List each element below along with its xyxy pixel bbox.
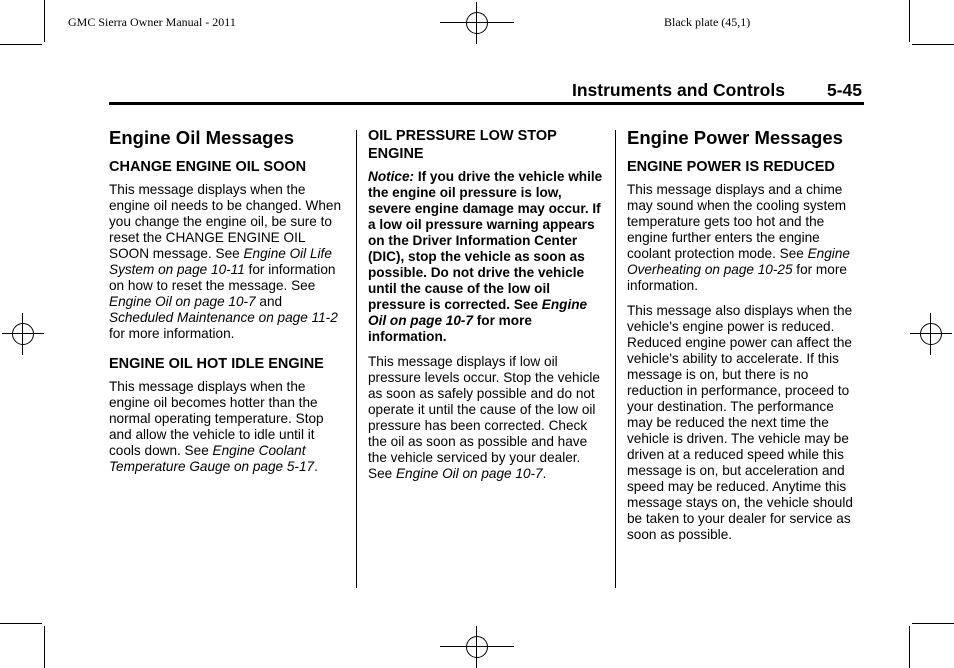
notice-label: Notice: — [368, 169, 415, 184]
column-2 — [368, 127, 604, 491]
paragraph: This message displays when the engine oil needs to be changed. When you change the engine oil, be sure to reset the CHANGE ENGINE OIL SOON message. See Engine Oil Life System on page 10-11 for information on how to reset the message. See Engine Oil on page 10-7 and Scheduled Maintenance on page 11-2 for more information. — [109, 182, 342, 341]
message-heading: ENGINE POWER IS REDUCED — [627, 159, 835, 175]
cross-reference[interactable]: Engine Coolant Temperature Gauge on page 5-17 — [109, 443, 315, 474]
message-heading: OIL PRESSURE LOW STOP ENGINE — [368, 128, 557, 162]
cross-reference[interactable]: Scheduled Maintenance on page 11-2 — [109, 310, 338, 325]
cross-reference[interactable]: Engine Oil on page 10-7 — [109, 294, 256, 309]
paragraph: This message displays when the engine oil becomes hotter than the normal operating temperature. Stop and allow the vehicle to idle until it cools down. See Engine Coolant Temperature Gauge on page 5-17. — [109, 379, 324, 474]
cross-reference[interactable]: Engine Oil on page 10-7 — [395, 466, 543, 481]
column-divider — [615, 130, 616, 588]
column-divider — [356, 130, 357, 588]
paragraph: This message displays and a chime may sound when the cooling system temperature gets too hot and the engine further enters the engine coolant protection mode. See Engine Overheating on page 10-25 for more information. — [627, 182, 850, 293]
cross-reference[interactable]: Engine Overheating on page 10-25 — [627, 246, 850, 277]
message-heading: CHANGE ENGINE OIL SOON — [109, 159, 307, 175]
section-heading: Engine Oil Messages — [109, 127, 295, 148]
paragraph: This message also displays when the vehicle's engine power is reduced. Reduced engine power can affect the vehicle's ability to accelerate. If this message is on, but there is no reduction in performance, proceed to your destination. The performance may be reduced the next time the vehicle is driven. The vehicle may be driven at a reduced speed while this message is on, but acceleration and speed may be reduced. Anytime this message stays on, the vehicle should be taken to your dealer for service as soon as possible. — [627, 303, 853, 542]
column-3 — [627, 127, 863, 552]
section-heading: Engine Power Messages — [627, 127, 843, 148]
section-title: Instruments and Controls — [572, 80, 785, 100]
column-1 — [109, 127, 345, 484]
paragraph: This message displays if low oil pressure levels occur. Stop the vehicle as soon as safely possible and do not operate it until the cause of the low oil pressure has been corrected. Check the oil as soon as possible and have the vehicle serviced by your dealer. See Engine Oil on page 10-7. — [368, 354, 600, 481]
notice-paragraph: Notice: If you drive the vehicle while the engine oil pressure is low, severe engine damage may occur. If a low oil pressure warning appears on the Driver Information Center (DIC), stop the vehicle as soon as possible. Do not drive the vehicle until the cause of the low oil pressure is corrected. See Engine Oil on page 10-7 for more information. — [368, 169, 603, 344]
plate-number: Black plate (45,1) — [664, 15, 751, 29]
plate-manual-title: GMC Sierra Owner Manual - 2011 — [68, 15, 236, 29]
message-heading: ENGINE OIL HOT IDLE ENGINE — [109, 356, 324, 372]
cross-reference[interactable]: Engine Oil Life System on page 10-11 — [109, 246, 332, 277]
page-number: 5-45 — [827, 80, 863, 100]
cross-reference[interactable]: Engine Oil on page 10-7 — [368, 297, 588, 328]
header-rule — [109, 102, 864, 105]
